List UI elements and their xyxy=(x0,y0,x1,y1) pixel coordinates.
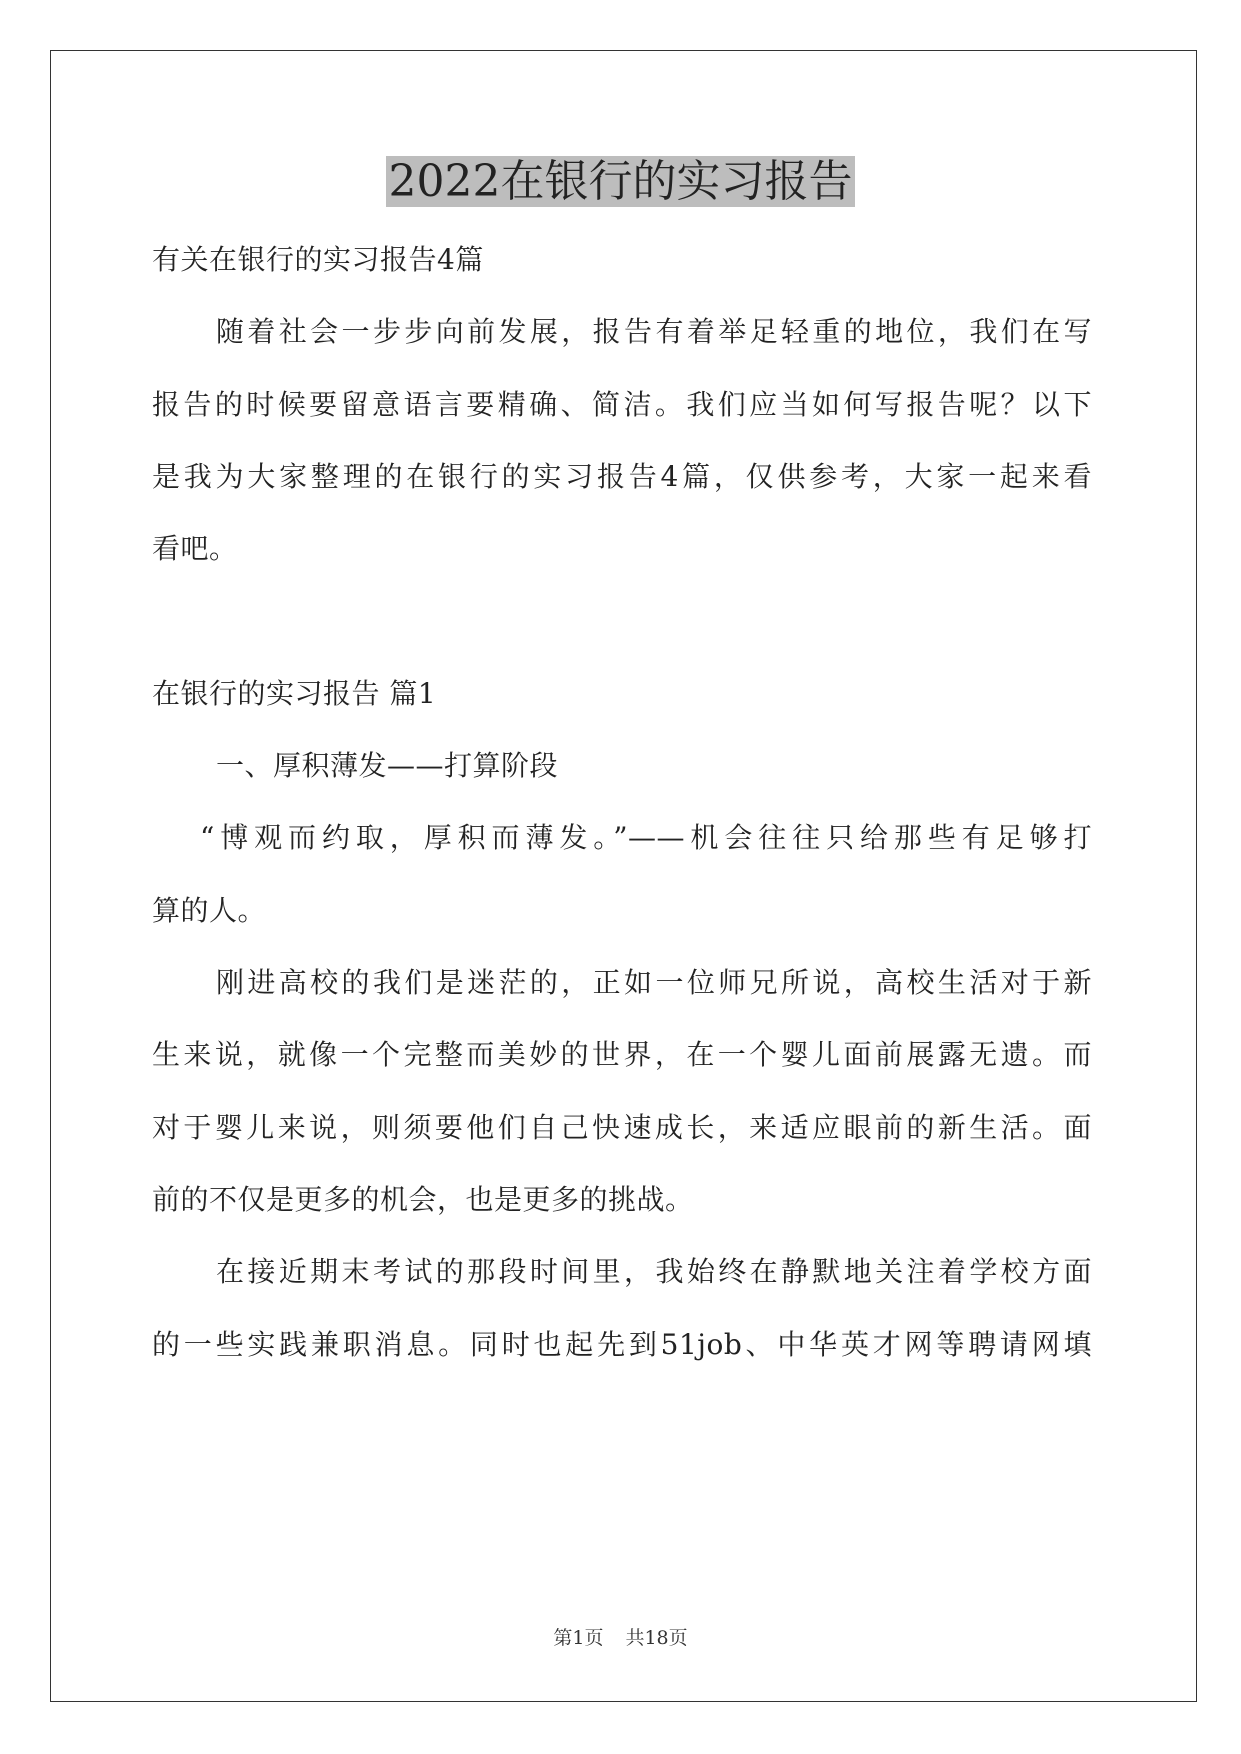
title-text-highlighted: 2022在银行的实习报告 xyxy=(386,156,856,207)
paragraph-line: 看吧。 xyxy=(152,532,238,565)
page-footer xyxy=(0,1626,1241,1650)
subtitle-line: 有关在银行的实习报告4篇 xyxy=(152,243,484,276)
subsection-heading: 一、厚积薄发——打算阶段 xyxy=(216,749,559,782)
paragraph-line: 刚进高校的我们是迷茫的，正如一位师兄所说，高校生活对于新 xyxy=(216,966,1092,999)
paragraph-line: 报告的时候要留意语言要精确、简洁。我们应当如何写报告呢？以下 xyxy=(152,388,1092,421)
paragraph-line: 在接近期末考试的那段时间里，我始终在静默地关注着学校方面 xyxy=(216,1255,1092,1288)
page-number: 第1页 xyxy=(553,1627,604,1649)
paragraph-line: 对于婴儿来说，则须要他们自己快速成长，来适应眼前的新生活。面 xyxy=(152,1111,1092,1144)
paragraph-line: 前的不仅是更多的机会，也是更多的挑战。 xyxy=(152,1183,694,1216)
page-total: 共18页 xyxy=(625,1627,688,1649)
paragraph-line: 生来说，就像一个完整而美妙的世界，在一个婴儿面前展露无遗。而 xyxy=(152,1038,1092,1071)
paragraph-line: 的一些实践兼职消息。同时也起先到51job、中华英才网等聘请网填 xyxy=(152,1328,1092,1361)
paragraph-line: “博观而约取，厚积而薄发。”——机会往往只给那些有足够打 xyxy=(200,821,1092,854)
paragraph-line: 是我为大家整理的在银行的实习报告4篇，仅供参考，大家一起来看 xyxy=(152,460,1092,493)
page-border xyxy=(50,50,1197,1702)
paragraph-line: 算的人。 xyxy=(152,894,267,927)
paragraph-line: 随着社会一步步向前发展，报告有着举足轻重的地位，我们在写 xyxy=(216,315,1092,348)
document-title xyxy=(0,152,1241,212)
section-heading: 在银行的实习报告 篇1 xyxy=(152,677,437,710)
